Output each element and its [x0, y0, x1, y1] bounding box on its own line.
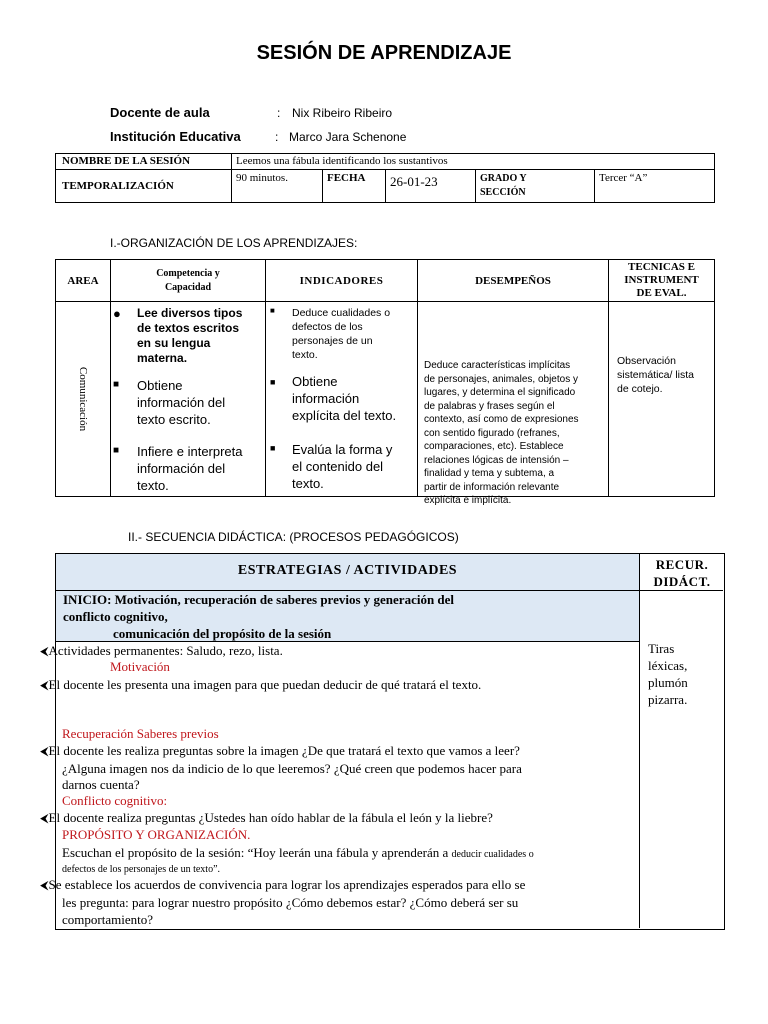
activity-permanentes-text: Actividades permanentes: Saludo, rezo, lista. — [48, 643, 283, 658]
section2-heading: II.- SECUENCIA DIDÁCTICA: (PROCESOS PEDAGÓGICOS) — [128, 530, 459, 544]
grado-value: Tercer “A” — [595, 170, 715, 203]
competencia-main — [137, 306, 259, 366]
competencia-line3: en su lengua — [137, 336, 211, 350]
desempenos-line5: contexto, así como de expresiones — [424, 414, 579, 425]
capacidad-2 — [137, 443, 243, 494]
header-tecnicas-line3: DE EVAL. — [636, 287, 687, 299]
header-competencia-line1: Competencia y — [156, 267, 220, 279]
capacidad-2-line3: texto. — [137, 478, 169, 493]
header-desempenos: DESEMPEÑOS — [418, 260, 609, 302]
header-indicadores: INDICADORES — [266, 260, 418, 302]
bullet-square-icon: ■ — [270, 443, 276, 453]
docente-value: Nix Ribeiro Ribeiro — [292, 106, 393, 120]
activity-acuerdos-line2: les pregunta: para lograr nuestro propósito ¿Cómo debemos estar? ¿Cómo deberá ser su — [62, 895, 519, 910]
activity-permanentes — [40, 643, 283, 659]
grado-label — [476, 170, 595, 203]
indicador-1-line1: Deduce cualidades o — [292, 307, 391, 319]
competencia-cell — [111, 302, 266, 497]
competencia-line4: materna. — [137, 351, 188, 365]
desempenos-line3: lugares, y determina el significado — [424, 387, 576, 398]
grado-label-line1: GRADO Y — [480, 173, 527, 184]
capacidad-1-line3: texto escrito. — [137, 412, 211, 427]
proposito-text-b: deducir cualidades o — [451, 849, 534, 860]
tecnicas-cell — [609, 302, 715, 497]
arrow-left-icon: ⮜ — [40, 811, 49, 825]
indicador-2-line3: explícita del texto. — [292, 408, 397, 423]
bullet-square-icon: ■ — [113, 379, 120, 390]
desempenos-line8: relaciones lógicas de intensión – — [424, 454, 569, 466]
activity-proposito-line1 — [62, 845, 534, 861]
desempenos-line10: partir de información relevante — [424, 481, 560, 493]
bullet-square-icon: ■ — [270, 377, 276, 387]
arrow-left-icon: ⮜ — [40, 744, 49, 758]
motivacion-label: Motivación — [110, 659, 170, 674]
activity-saberes-line3: darnos cuenta? — [62, 777, 140, 792]
grado-label-line2: SECCIÓN — [480, 187, 526, 198]
recursos-line3: plumón — [648, 675, 688, 690]
tecnicas-line2: sistemática/ lista — [617, 369, 695, 381]
header-competencia — [111, 260, 266, 302]
capacidad-1 — [137, 377, 225, 428]
area-cell — [56, 302, 111, 497]
fecha-value: 26-01-23 — [386, 170, 476, 203]
desempenos-cell — [418, 302, 609, 506]
nombre-sesion-value: Leemos una fábula identificando los sustantivos — [232, 154, 715, 170]
organization-table — [55, 259, 715, 506]
activity-saberes — [40, 743, 520, 759]
indicador-3-line1: Evalúa la forma y — [292, 442, 393, 457]
recursos-line2: léxicas, — [648, 658, 688, 673]
arrow-left-icon: ⮜ — [40, 644, 49, 658]
competencia-line1: Lee diversos tipos — [137, 306, 243, 320]
competencia-line2: de textos escritos — [137, 321, 240, 335]
indicador-3 — [292, 441, 392, 492]
docente-colon: : — [277, 106, 281, 120]
tecnicas-line3: de cotejo. — [617, 383, 663, 395]
activity-acuerdos-line3: comportamiento? — [62, 912, 153, 927]
header-tecnicas — [609, 260, 715, 302]
header-recursos-line1: RECUR. — [655, 557, 709, 572]
recursos-text — [648, 640, 688, 708]
desempenos-line7: comparaciones, etc). Establece — [424, 441, 564, 452]
activity-saberes-line1: El docente les realiza preguntas sobre la imagen ¿De que tratará el texto que vamos a leer? — [48, 743, 520, 758]
activity-proposito-line2: defectos de los personajes de un texto”. — [62, 864, 221, 875]
indicadores-cell — [266, 302, 418, 497]
proposito-text-a: Escuchan el propósito de la sesión: “Hoy leerán una fábula y aprenderán a — [62, 845, 449, 860]
header-area: AREA — [56, 260, 111, 302]
institucion-label: Institución Educativa — [110, 129, 241, 144]
activity-motivacion — [40, 677, 481, 693]
arrow-left-icon: ⮜ — [40, 878, 49, 892]
saberes-label: Recuperación Saberes previos — [62, 726, 219, 741]
nombre-sesion-label: NOMBRE DE LA SESIÓN — [56, 154, 232, 170]
tecnicas-line1: Observación — [617, 355, 676, 367]
page-title: SESIÓN DE APRENDIZAJE — [256, 42, 512, 64]
inicio-divider — [55, 641, 640, 642]
desempenos-line9: finalidad y tema y subtema, a — [424, 468, 555, 479]
indicador-2-line2: información — [292, 391, 360, 406]
indicador-3-line2: el contenido del — [292, 459, 384, 474]
indicador-2 — [292, 373, 396, 424]
bullet-dot-icon: ● — [113, 306, 121, 321]
indicador-1-line3: personajes de un — [292, 335, 373, 347]
activity-acuerdos — [40, 877, 525, 893]
activity-motivacion-text: El docente les presenta una imagen para que puedan deducir de qué tratará el texto. — [48, 677, 482, 692]
column-divider — [639, 553, 640, 928]
desempenos-text — [424, 359, 604, 508]
header-recursos-line2: DIDÁCT. — [653, 574, 711, 589]
activity-conflicto-text: El docente realiza preguntas ¿Ustedes han oído hablar de la fábula el león y la liebre? — [48, 810, 493, 825]
recursos-line1: Tiras — [648, 641, 675, 656]
capacidad-1-line2: información del — [137, 395, 226, 410]
indicador-3-line3: texto. — [292, 476, 324, 491]
indicador-1-line4: texto. — [292, 349, 318, 361]
tecnicas-text — [617, 354, 694, 396]
desempenos-line2: de personajes, animales, objetos y — [424, 373, 578, 385]
activity-saberes-line2: ¿Alguna imagen nos da indicio de lo que leeremos? ¿Qué creen que podemos hacer para — [62, 761, 522, 776]
docente-label: Docente de aula — [110, 105, 210, 120]
header-estrategias: ESTRATEGIAS / ACTIVIDADES — [237, 563, 458, 578]
activity-acuerdos-line1: Se establece los acuerdos de convivencia para lograr los aprendizajes esperados para ello se — [48, 877, 526, 892]
desempenos-line6: con sentido figurado (refranes, — [424, 427, 560, 439]
capacidad-2-line1: Infiere e interpreta — [137, 444, 243, 459]
proposito-label: PROPÓSITO Y ORGANIZACIÓN. — [62, 827, 251, 842]
indicador-2-line1: Obtiene — [292, 374, 338, 389]
indicador-1 — [292, 306, 412, 362]
capacidad-1-line1: Obtiene — [137, 378, 183, 393]
fecha-label: FECHA — [323, 170, 386, 203]
bullet-square-icon: ■ — [270, 306, 275, 315]
inicio-text — [63, 591, 454, 642]
recursos-line4: pizarra. — [648, 692, 688, 707]
inicio-line1: INICIO: Motivación, recuperación de saberes previos y generación del — [63, 592, 455, 607]
capacidad-2-line2: información del — [137, 461, 226, 476]
header-competencia-line2: Capacidad — [164, 281, 212, 293]
conflicto-label: Conflicto cognitivo: — [62, 793, 168, 808]
bullet-square-icon: ■ — [113, 445, 120, 456]
section1-heading: I.-ORGANIZACIÓN DE LOS APRENDIZAJES: — [110, 236, 358, 250]
desempenos-line4: de palabras y frases según el — [424, 400, 555, 412]
desempenos-line11: explícita e implícita. — [424, 495, 512, 506]
inicio-line2: conflicto cognitivo, — [63, 609, 168, 624]
desempenos-line1: Deduce características implícitas — [424, 360, 571, 371]
area-value: Comunicación — [77, 366, 89, 432]
institucion-value: Marco Jara Schenone — [289, 130, 407, 144]
institucion-colon: : — [275, 130, 279, 144]
arrow-left-icon: ⮜ — [40, 678, 49, 692]
indicador-1-line2: defectos de los — [292, 321, 363, 333]
temporalizacion-value: 90 minutos. — [232, 170, 323, 203]
header-tecnicas-line2: INSTRUMENT — [624, 274, 699, 286]
session-header-table — [55, 153, 715, 203]
header-recursos — [641, 556, 723, 590]
inicio-line3: comunicación del propósito de la sesión — [113, 626, 332, 641]
header-tecnicas-line1: TECNICAS E — [628, 261, 695, 273]
temporalizacion-label: TEMPORALIZACIÓN — [56, 170, 232, 203]
activity-conflicto — [40, 810, 493, 826]
